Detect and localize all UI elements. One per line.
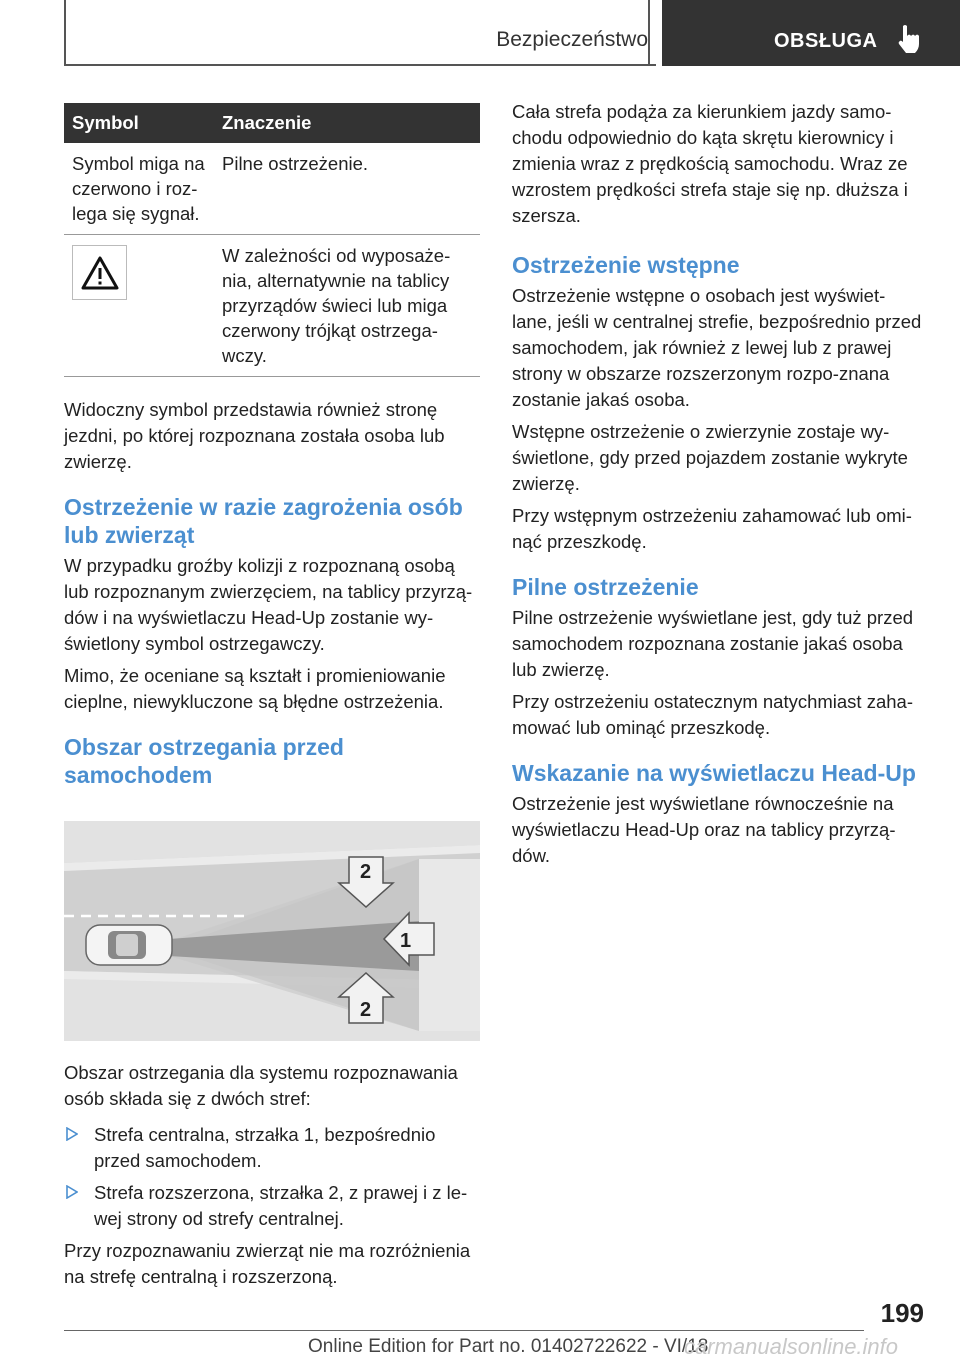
figure-label-arrow-1: 1 [400,930,412,952]
paragraph: Pilne ostrzeżenie wyświetlane jest, gdy tuż przed samochodem rozpoznana zostanie jakaś osoba lub zwierzę. [512,607,914,680]
paragraph: Ostrzeżenie wstępne o osobach jest wyświet-lane, jeśli w centralnej strefie, bezpośrednio przed samochodem, jak również z lewej lub z prawej strony w obszarze rozszerzonym rozpo-znana zostanie jakaś osoba. [512,285,922,410]
symbol-table [64,103,480,377]
list-item-text: Strefa centralna, strzałka 1, bezpośrednio przed samochodem. [94,1124,436,1171]
paragraph: Obszar ostrzegania dla systemu rozpoznawania osób składa się z dwóch stref: [64,1062,458,1109]
header-chapter-label: OBSŁUGA [774,30,878,52]
paragraph: Widoczny symbol przedstawia również stronę jezdni, po której rozpoznana została osoba lub zwierzę. [64,399,445,472]
paragraph: Wstępne ostrzeżenie o zwierzynie zostaje wy-świetlone, gdy przed pojazdem zostanie wykryte zwierzę. [512,421,908,494]
footer-watermark: carmanualsonline.info [684,1334,899,1359]
section-heading: Ostrzeżenie wstępne [512,252,740,278]
footer-edition: Online Edition for Part no. 01402722622 - VI/18 [308,1336,709,1357]
paragraph: Ostrzeżenie jest wyświetlane równocześnie na wyświetlaczu Head-Up oraz na tablicy przyrzą-dów. [512,793,896,866]
table-cell-symbol: Symbol miga na czerwono i roz-lega się sygnał. [64,143,214,235]
table-cell-meaning: Pilne ostrzeżenie. [214,143,480,235]
section-heading: Ostrzeżenie w razie zagrożenia osób lub zwierząt [64,494,463,548]
paragraph: Mimo, że oceniane są kształt i promieniowanie cieplne, niewykluczone są błędne ostrzeżenia. [64,665,446,712]
header-chapter-tab [662,0,960,66]
list-item [64,1180,480,1232]
warning-zone-figure [64,821,480,1041]
hand-pointer-icon [896,24,922,54]
table-row [64,235,480,377]
table-cell-symbol [64,235,214,377]
paragraph: Przy rozpoznawaniu zwierząt nie ma rozróżnienia na strefę centralną i rozszerzoną. [64,1240,471,1287]
table-header-symbol: Symbol [64,103,214,143]
section-heading: Wskazanie na wyświetlaczu Head-Up [512,760,916,786]
triangle-bullet-icon [66,1185,78,1199]
header-section-title: Bezpieczeństwo [496,28,648,51]
warning-triangle-icon [80,255,120,291]
paragraph: Cała strefa podąża za kierunkiem jazdy samo-chodu odpowiednio do kąta skrętu kierownicy i zmienia wraz z prędkością samochodu. Wraz ze wzrostem prędkości strefa staje się np. dłuższa i szersza. [512,101,908,226]
table-cell-meaning: W zależności od wyposaże-nia, alternatywnie na tablicy przyrządów świeci lub miga czerwony trójkąt ostrzega-wczy. [214,235,480,377]
section-heading: Pilne ostrzeżenie [512,574,699,600]
right-column [512,103,924,875]
footer-rule [64,1330,864,1331]
list-item-text: Strefa rozszerzona, strzałka 2, z prawej i z le-wej strony od strefy centralnej. [94,1182,468,1229]
left-column [64,103,480,1296]
list-item [64,1122,480,1174]
figure-label-arrow-2-top: 2 [360,861,372,883]
warning-symbol-frame [72,245,127,300]
header-rule [64,64,656,66]
triangle-bullet-icon [66,1127,78,1141]
paragraph: Przy ostrzeżeniu ostatecznym natychmiast zaha-mować lub ominąć przeszkodę. [512,691,913,738]
table-row [64,143,480,235]
figure-label-arrow-2-bottom: 2 [360,999,372,1021]
paragraph: W przypadku groźby kolizji z rozpoznaną osobą lub rozpoznanym zwierzęciem, na tablicy przyrzą-dów i na wyświetlaczu Head-Up zostanie wy-świetlony symbol ostrzegawczy. [64,555,473,654]
header-divider-right [648,0,650,66]
paragraph: Przy wstępnym ostrzeżeniu zahamować lub omi-nąć przeszkodę. [512,505,912,552]
header-divider-left [64,0,66,66]
page-number: 199 [880,1298,924,1328]
section-heading: Obszar ostrzegania przed samochodem [64,734,344,788]
table-header-meaning: Znaczenie [214,103,480,143]
